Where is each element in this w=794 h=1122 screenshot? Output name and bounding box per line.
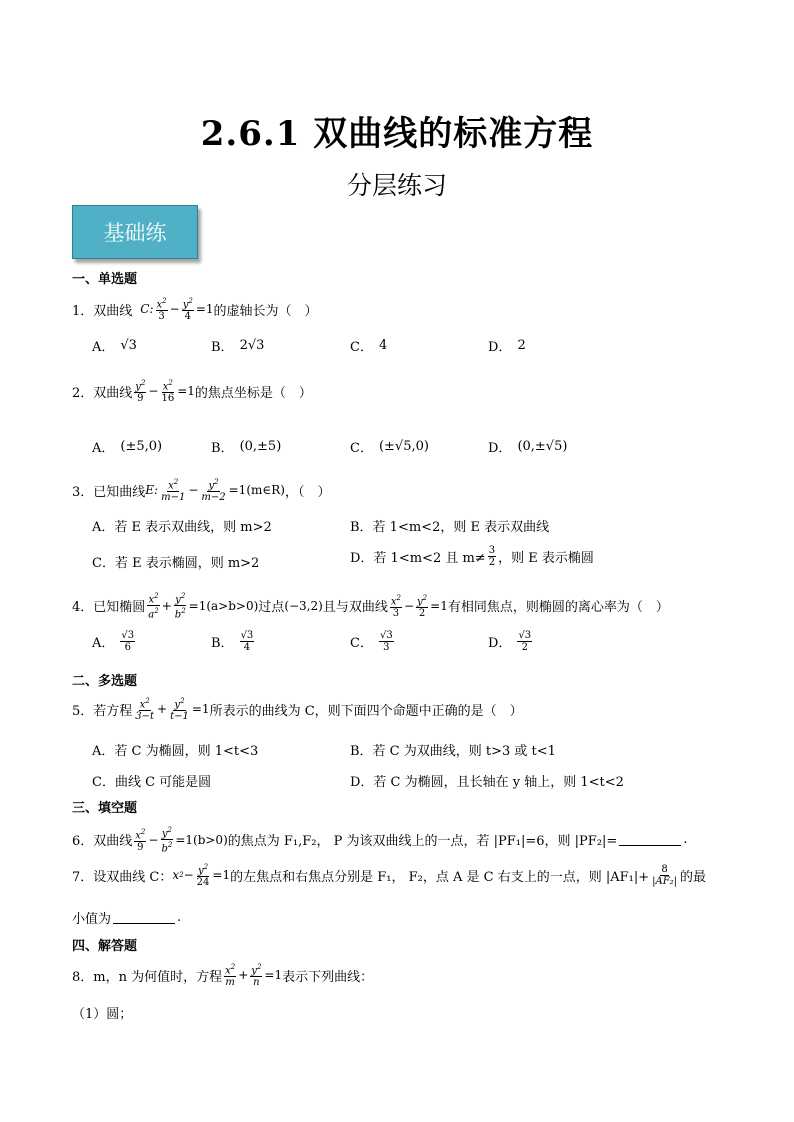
q8-tail: 表示下列曲线： <box>282 969 374 985</box>
q5-eq: =1 <box>191 702 210 717</box>
section-fill-blank: 三、填空题 <box>72 801 138 816</box>
q4-frac-hx: $\frac{x^2}{3}$ <box>390 593 401 619</box>
badge-label: 基础练 <box>103 221 167 245</box>
q4-option-d[interactable]: D． $\frac{√3}{2}$ <box>488 630 532 653</box>
q3-frac-y: $\frac{y^2}{m-2}$ <box>201 478 226 504</box>
q2-prefix: 2．双曲线 <box>72 385 133 401</box>
question-5: 5．若方程 $\frac{x^2}{3-t}$ + $\frac{y^2}{t-1}$ =1 所表示的曲线为 C，则下面四个命题中正确的是（ ） <box>72 697 523 723</box>
q2-eq: =1 <box>177 384 195 399</box>
q7-answer-blank[interactable] <box>113 911 175 924</box>
q5-frac-y: $\frac{y^2}{t-1}$ <box>170 697 189 723</box>
q2-frac-x: $\frac{x^2}{16}$ <box>161 379 175 405</box>
q4-option-a[interactable]: A． $\frac{√3}{6}$ <box>92 630 135 653</box>
q2-frac-y: $\frac{y^2}{9}$ <box>135 379 146 405</box>
q3-option-d[interactable]: D．若 1<m<2 且 m≠ $\frac{3}{2}$ ，则 E 表示椭圆 <box>350 545 594 568</box>
q7-line2: 小值为 <box>72 912 112 927</box>
q5-tail: 所表示的曲线为 C，则下面四个命题中正确的是（ ） <box>209 703 523 719</box>
q7-frac-y: $\frac{y^2}{24}$ <box>196 863 210 889</box>
q4-cond: =1(a>b>0) <box>188 598 259 613</box>
q4-eq: =1 <box>430 598 448 613</box>
q5-option-a[interactable]: A．若 C 为椭圆，则 1<t<3 <box>92 744 259 759</box>
q8-frac-y: $\frac{y^2}{n}$ <box>251 963 262 989</box>
q3-eq: =1(m∈R) <box>228 483 285 498</box>
question-2: 2．双曲线 $\frac{y^2}{9}$ − $\frac{x^2}{16}$ =1 的焦点坐标是（ ） <box>72 379 312 405</box>
q4-mid2: 且与双曲线 <box>322 600 388 616</box>
q1-frac-x: $\frac{x^2}{3}$ <box>156 297 167 323</box>
page-title: 2.6.1 双曲线的标准方程 <box>200 114 594 154</box>
q6-frac-x: $\frac{x^2}{9}$ <box>135 827 146 853</box>
q1-curve-name: C : <box>140 302 154 317</box>
q6-prefix: 6．双曲线 <box>72 834 133 850</box>
question-4: 4．已知椭圆 $\frac{x^2}{a^2}$ + $\frac{y^2}{b^2}$ =1(a>b>0) 过点 (−3,2) 且与双曲线 $\frac{x^2}{3}$ − $\frac{y^2}{2}$ =1 有相同焦点，则椭圆的离心率为（ ） <box>72 592 669 621</box>
question-1: 1．双曲线 C : $\frac{x^2}{3}$ − $\frac{y^2}{4}$ =1 的虚轴长为（ ） <box>72 297 318 323</box>
q4-prefix: 4．已知椭圆 <box>72 600 146 616</box>
q4-frac-y: $\frac{y^2}{b^2}$ <box>174 592 186 621</box>
q1-option-a[interactable]: A． √3 <box>92 338 137 355</box>
q6-frac-y: $\frac{y^2}{b^2}$ <box>161 826 173 855</box>
q3-frac-x: $\frac{x^2}{m-1}$ <box>161 478 186 504</box>
q8-prefix: 8．m，n 为何值时，方程 <box>72 969 223 985</box>
section-multi-choice: 二、多选题 <box>72 674 138 689</box>
q7-frac-8: $\frac{8}{\text{|AF₂|}}$ <box>652 863 678 887</box>
q4-tail: 有相同焦点，则椭圆的离心率为（ ） <box>447 600 669 616</box>
question-3: 3．已知曲线 E : $\frac{x^2}{m-1}$ − $\frac{y^2}{m-2}$ =1(m∈R) ，（ ） <box>72 478 331 504</box>
q8-eq: =1 <box>264 968 283 983</box>
q5-frac-x: $\frac{x^2}{3-t}$ <box>135 697 155 723</box>
q4-frac-x: $\frac{x^2}{a^2}$ <box>148 592 159 621</box>
q1-eq: =1 <box>195 302 214 317</box>
page-subtitle: 分层练习 <box>346 171 447 200</box>
q5-prefix: 5．若方程 <box>72 703 133 719</box>
question-7: 7．设双曲线 C： x 2 − $\frac{y^2}{24}$ =1 的左焦点和右焦点分别是 F₁， F₂，点 A 是 C 右支上的一点，则 |AF₁|+ $\frac{8}{\text{|AF₂|}}$ 的最 <box>72 863 707 889</box>
q7-prefix: 7．设双曲线 C： <box>72 869 173 885</box>
q2-option-b[interactable]: B． (0,±5) <box>211 439 282 456</box>
q4-mid: 过点 <box>258 600 285 616</box>
q1-tail: 的虚轴长为（ ） <box>213 303 318 319</box>
question-7-line2 <box>72 908 181 927</box>
question-8: 8．m，n 为何值时，方程 $\frac{x^2}{m}$ + $\frac{y^2}{n}$ =1 表示下列曲线： <box>72 963 374 989</box>
q3-tail: ，（ ） <box>284 484 331 500</box>
q8-frac-x: $\frac{x^2}{m}$ <box>225 963 236 989</box>
q2-option-a[interactable]: A． (±5,0) <box>92 439 163 456</box>
q3-option-b[interactable]: B．若 1<m<2，则 E 表示双曲线 <box>350 520 550 535</box>
q6-cond: =1(b>0) <box>175 832 228 847</box>
q1-option-d[interactable]: D． 2 <box>488 338 526 355</box>
q5-option-d[interactable]: D．若 C 为椭圆，且长轴在 y 轴上，则 1<t<2 <box>350 775 624 790</box>
q5-option-b[interactable]: B．若 C 为双曲线，则 t>3 或 t<1 <box>350 744 556 759</box>
question-6: 6．双曲线 $\frac{x^2}{9}$ − $\frac{y^2}{b^2}$ =1(b>0) 的焦点为 F₁,F₂， P 为该双曲线上的一点，若 |PF₁|=6，则 |PF₂|= . <box>72 826 688 855</box>
q4-frac-hy: $\frac{y^2}{2}$ <box>417 593 428 619</box>
q4-point: (−3,2) <box>284 598 323 613</box>
q1-frac-y: $\frac{y^2}{4}$ <box>182 297 193 323</box>
section-answer: 四、解答题 <box>72 939 138 954</box>
q6-answer-blank[interactable] <box>619 833 681 846</box>
q2-tail: 的焦点坐标是（ ） <box>194 385 312 401</box>
q1-prefix: 1．双曲线 <box>72 303 133 319</box>
q7-end: 的最 <box>680 869 707 885</box>
q7-end2: . <box>177 910 182 925</box>
q6-end: . <box>683 832 688 848</box>
section-single-choice: 一、单选题 <box>72 272 138 287</box>
q4-option-b[interactable]: B． $\frac{√3}{4}$ <box>211 630 254 653</box>
q1-option-b[interactable]: B． 2√3 <box>211 338 265 355</box>
q2-option-d[interactable]: D． (0,±√5) <box>488 439 568 456</box>
q3-option-a[interactable]: A．若 E 表示双曲线，则 m>2 <box>92 520 272 535</box>
q3-prefix: 3．已知曲线 <box>72 484 146 500</box>
q7-eq: =1 <box>212 868 231 883</box>
q1-option-c[interactable]: C． 4 <box>350 338 388 355</box>
q3-curve-name: E : <box>145 483 159 498</box>
q6-tail: 的焦点为 F₁,F₂， P 为该双曲线上的一点，若 |PF₁|=6，则 |PF₂|= <box>227 834 618 850</box>
q2-option-c[interactable]: C． (±√5,0) <box>350 439 429 456</box>
q5-option-c[interactable]: C．曲线 C 可能是圆 <box>92 775 212 790</box>
section-badge <box>72 205 198 259</box>
q4-option-c[interactable]: C． $\frac{√3}{3}$ <box>350 630 393 653</box>
q7-tail: 的左焦点和右焦点分别是 F₁， F₂，点 A 是 C 右支上的一点，则 |AF₁|+ <box>230 869 650 885</box>
q3-option-c[interactable]: C．若 E 表示椭圆，则 m>2 <box>92 556 260 571</box>
q8-sub-1: （1）圆； <box>72 1007 133 1022</box>
